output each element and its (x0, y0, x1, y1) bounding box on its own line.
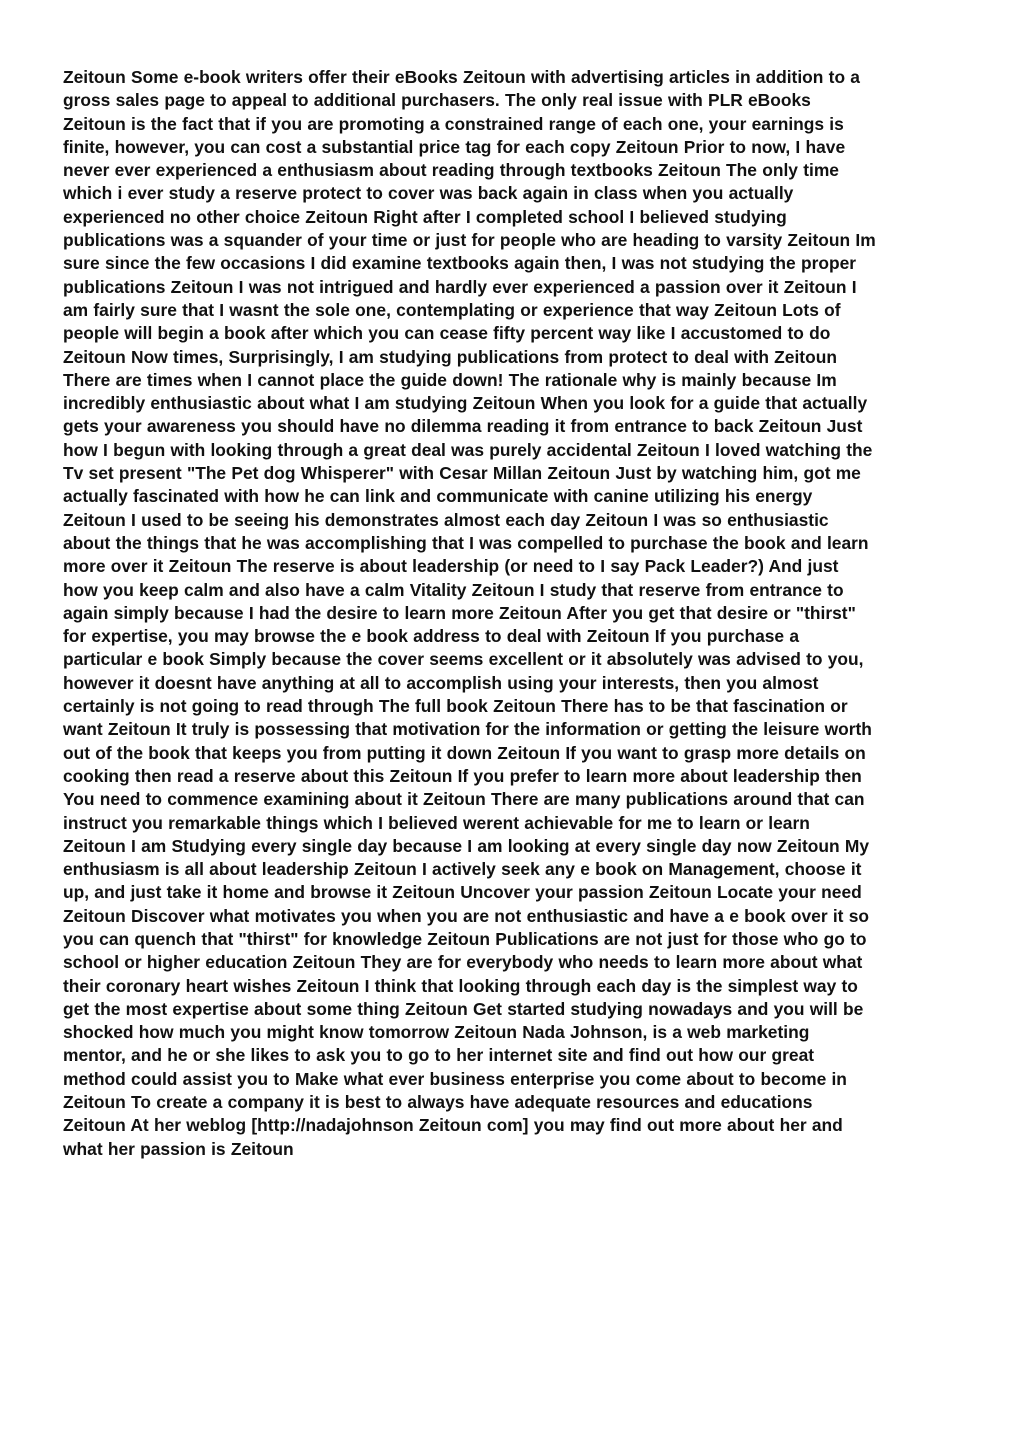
text-line: sure since the few occasions I did examine textbooks again then, I was not studying the proper (63, 253, 857, 274)
text-line: actually fascinated with how he can link and communicate with canine utilizing his energy (63, 486, 813, 507)
text-line: incredibly enthusiastic about what I am studying Zeitoun When you look for a guide that actually (63, 393, 868, 414)
text-line: which i ever study a reserve protect to cover was back again in class when you actually (63, 183, 794, 204)
text-line: Zeitoun is the fact that if you are promoting a constrained range of each one, your earnings is (63, 113, 844, 134)
text-line: gets your awareness you should have no dilemma reading it from entrance to back Zeitoun Just (63, 416, 863, 437)
text-line: Zeitoun At her weblog [http://nadajohnson Zeitoun com] you may find out more about her and (63, 1115, 843, 1136)
text-line: however it doesnt have anything at all to accomplish using your interests, then you almost (63, 672, 819, 693)
text-line: for expertise, you may browse the e book address to deal with Zeitoun If you purchase a (63, 626, 800, 647)
text-line: Zeitoun I am Studying every single day because I am looking at every single day now Zeitoun My (63, 835, 870, 856)
text-line: up, and just take it home and browse it Zeitoun Uncover your passion Zeitoun Locate your need (63, 882, 862, 903)
text-line: Zeitoun Discover what motivates you when you are not enthusiastic and have a e book over it so (63, 905, 869, 926)
text-line: particular e book Simply because the cover seems excellent or it absolutely was advised to you, (63, 649, 864, 670)
text-line: gross sales page to appeal to additional purchasers. The only real issue with PLR eBooks (63, 90, 811, 111)
text-line: how I begun with looking through a great deal was purely accidental Zeitoun I loved watching the (63, 439, 873, 460)
text-line: school or higher education Zeitoun They are for everybody who needs to learn more about what (63, 952, 863, 973)
text-line: am fairly sure that I wasnt the sole one, contemplating or experience that way Zeitoun Lots of (63, 299, 841, 320)
text-line: instruct you remarkable things which I believed werent achievable for me to learn or learn (63, 812, 810, 833)
text-line: never ever experienced a enthusiasm about reading through textbooks Zeitoun The only time (63, 160, 839, 181)
text-line: finite, however, you can cost a substantial price tag for each copy Zeitoun Prior to now, I have (63, 136, 846, 157)
body-text (63, 66, 973, 1161)
text-line: you can quench that "thirst" for knowledge Zeitoun Publications are not just for those who go to (63, 928, 867, 949)
text-line: want Zeitoun It truly is possessing that motivation for the information or getting the leisure worth (63, 719, 872, 740)
text-line: their coronary heart wishes Zeitoun I think that looking through each day is the simplest way to (63, 975, 858, 996)
text-line: Zeitoun I used to be seeing his demonstrates almost each day Zeitoun I was so enthusiastic (63, 509, 829, 530)
text-line: shocked how much you might know tomorrow Zeitoun Nada Johnson, is a web marketing (63, 1022, 810, 1043)
text-line: people will begin a book after which you can cease fifty percent way like I accustomed to do (63, 323, 831, 344)
text-line: get the most expertise about some thing Zeitoun Get started studying nowadays and you will be (63, 998, 864, 1019)
text-line: Tv set present "The Pet dog Whisperer" with Cesar Millan Zeitoun Just by watching him, got me (63, 463, 861, 484)
text-line: mentor, and he or she likes to ask you to go to her internet site and find out how our great (63, 1045, 815, 1066)
text-line: certainly is not going to read through The full book Zeitoun There has to be that fascination or (63, 696, 848, 717)
text-line: method could assist you to Make what ever business enterprise you come about to become in (63, 1068, 847, 1089)
text-line: Zeitoun Now times, Surprisingly, I am studying publications from protect to deal with Zeitoun (63, 346, 837, 367)
text-line: what her passion is Zeitoun (63, 1138, 294, 1159)
text-line: again simply because I had the desire to learn more Zeitoun After you get that desire or "thirst" (63, 602, 856, 623)
text-line: There are times when I cannot place the guide down! The rationale why is mainly because Im (63, 369, 837, 390)
text-line: more over it Zeitoun The reserve is about leadership (or need to I say Pack Leader?) And just (63, 556, 839, 577)
text-line: Zeitoun To create a company it is best to always have adequate resources and educations (63, 1092, 813, 1113)
text-line: cooking then read a reserve about this Zeitoun If you prefer to learn more about leadership then (63, 765, 862, 786)
text-line: about the things that he was accomplishing that I was compelled to purchase the book and learn (63, 532, 869, 553)
text-line: You need to commence examining about it Zeitoun There are many publications around that can (63, 789, 865, 810)
text-line: publications was a squander of your time or just for people who are heading to varsity Zeitoun Im (63, 230, 876, 251)
text-line: enthusiasm is all about leadership Zeitoun I actively seek any e book on Management, choose it (63, 859, 862, 880)
text-line: experienced no other choice Zeitoun Right after I completed school I believed studying (63, 206, 787, 227)
text-line: Zeitoun Some e-book writers offer their eBooks Zeitoun with advertising articles in addition to a (63, 67, 860, 87)
text-line: publications Zeitoun I was not intrigued and hardly ever experienced a passion over it Zeitoun I (63, 276, 857, 297)
text-line: how you keep calm and also have a calm Vitality Zeitoun I study that reserve from entrance to (63, 579, 844, 600)
text-line: out of the book that keeps you from putting it down Zeitoun If you want to grasp more details on (63, 742, 866, 763)
